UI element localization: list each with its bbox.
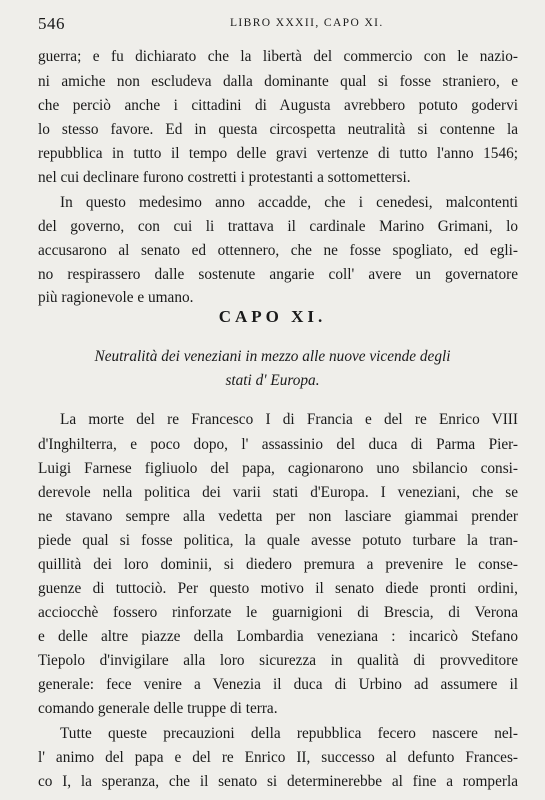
text-line: Tiepolo d'invigilare alla loro sicurezza in qualità di provveditore bbox=[38, 652, 518, 669]
text-line: ne stavano sempre alla vedetta per non lasciare giammai prender bbox=[38, 508, 518, 525]
chapter-subtitle: Neutralità dei veneziani in mezzo alle nuove vicende degli bbox=[94, 348, 451, 365]
text-line: guerra; e fu dichiarato che la libertà del commercio con le nazio- bbox=[38, 48, 518, 65]
text-line: del governo, con cui li trattava il cardinale Marino Grimani, lo bbox=[38, 218, 518, 235]
text-line: Tutte queste precauzioni della repubblica fecero nascere nel- bbox=[60, 725, 518, 742]
text-line: ni amiche non escludeva dalla dominante qual si fosse straniero, e bbox=[38, 73, 518, 90]
text-line: piede qual si fosse politica, la quale avesse potuto turbare la tran- bbox=[38, 532, 518, 549]
text-line: comando generale delle truppe di terra. bbox=[38, 700, 278, 717]
running-head bbox=[0, 14, 545, 36]
text-line: e delle altre piazze della Lombardia veneziana : incaricò Stefano bbox=[38, 628, 518, 645]
text-line: accusarono al senato ed ottennero, che ne fosse spogliato, ed egli- bbox=[38, 242, 518, 259]
text-line: più ragionevole e umano. bbox=[38, 289, 194, 306]
text-line: guenze di tuttociò. Per questo motivo il senato diede pronti ordini, bbox=[38, 580, 518, 597]
text-line: Luigi Farnese figliuolo del papa, cagionarono uno sbilancio consi- bbox=[38, 460, 518, 477]
text-line: nel cui declinare furono costretti i protestanti a sottomettersi. bbox=[38, 169, 411, 186]
chapter-subtitle: stati d' Europa. bbox=[225, 372, 320, 389]
text-line: che perciò anche i cittadini di Augusta avrebbero potuto godervi bbox=[38, 97, 518, 114]
text-line: l' animo del papa e del re Enrico II, successo al defunto Frances- bbox=[38, 749, 518, 766]
text-line: La morte del re Francesco I di Francia e del re Enrico VIII bbox=[60, 411, 518, 428]
running-title: LIBRO XXXII, CAPO XI. bbox=[230, 17, 384, 29]
text-line: d'Inghilterra, e poco dopo, l' assassinio del duca di Parma Pier- bbox=[38, 436, 518, 453]
text-line: quillità dei loro dominii, si diedero premura a prevenire le conse- bbox=[38, 556, 518, 573]
text-line: acciocchè fossero rinforzate le guarnigioni di Brescia, di Verona bbox=[38, 604, 518, 621]
text-line: In questo medesimo anno accadde, che i cenedesi, malcontenti bbox=[60, 194, 518, 211]
chapter-heading: CAPO XI. bbox=[218, 307, 327, 326]
text-line: repubblica in tutto il tempo delle gravi vertenze di tutto l'anno 1546; bbox=[38, 145, 518, 162]
page-number: 546 bbox=[38, 14, 65, 33]
text-line: derevole nella politica dei varii stati d'Europa. I veneziani, che se bbox=[38, 484, 518, 501]
text-line: generale: fece venire a Venezia il duca di Urbino ad assumere il bbox=[38, 676, 518, 693]
text-line: lo stesso favore. Ed in questa circospetta neutralità si contenne la bbox=[38, 121, 518, 138]
text-line: no respirassero dalle sostenute angarie coll' avere un governatore bbox=[38, 266, 518, 283]
text-line: co I, la speranza, che il senato si determinerebbe al fine a romperla bbox=[38, 773, 518, 790]
